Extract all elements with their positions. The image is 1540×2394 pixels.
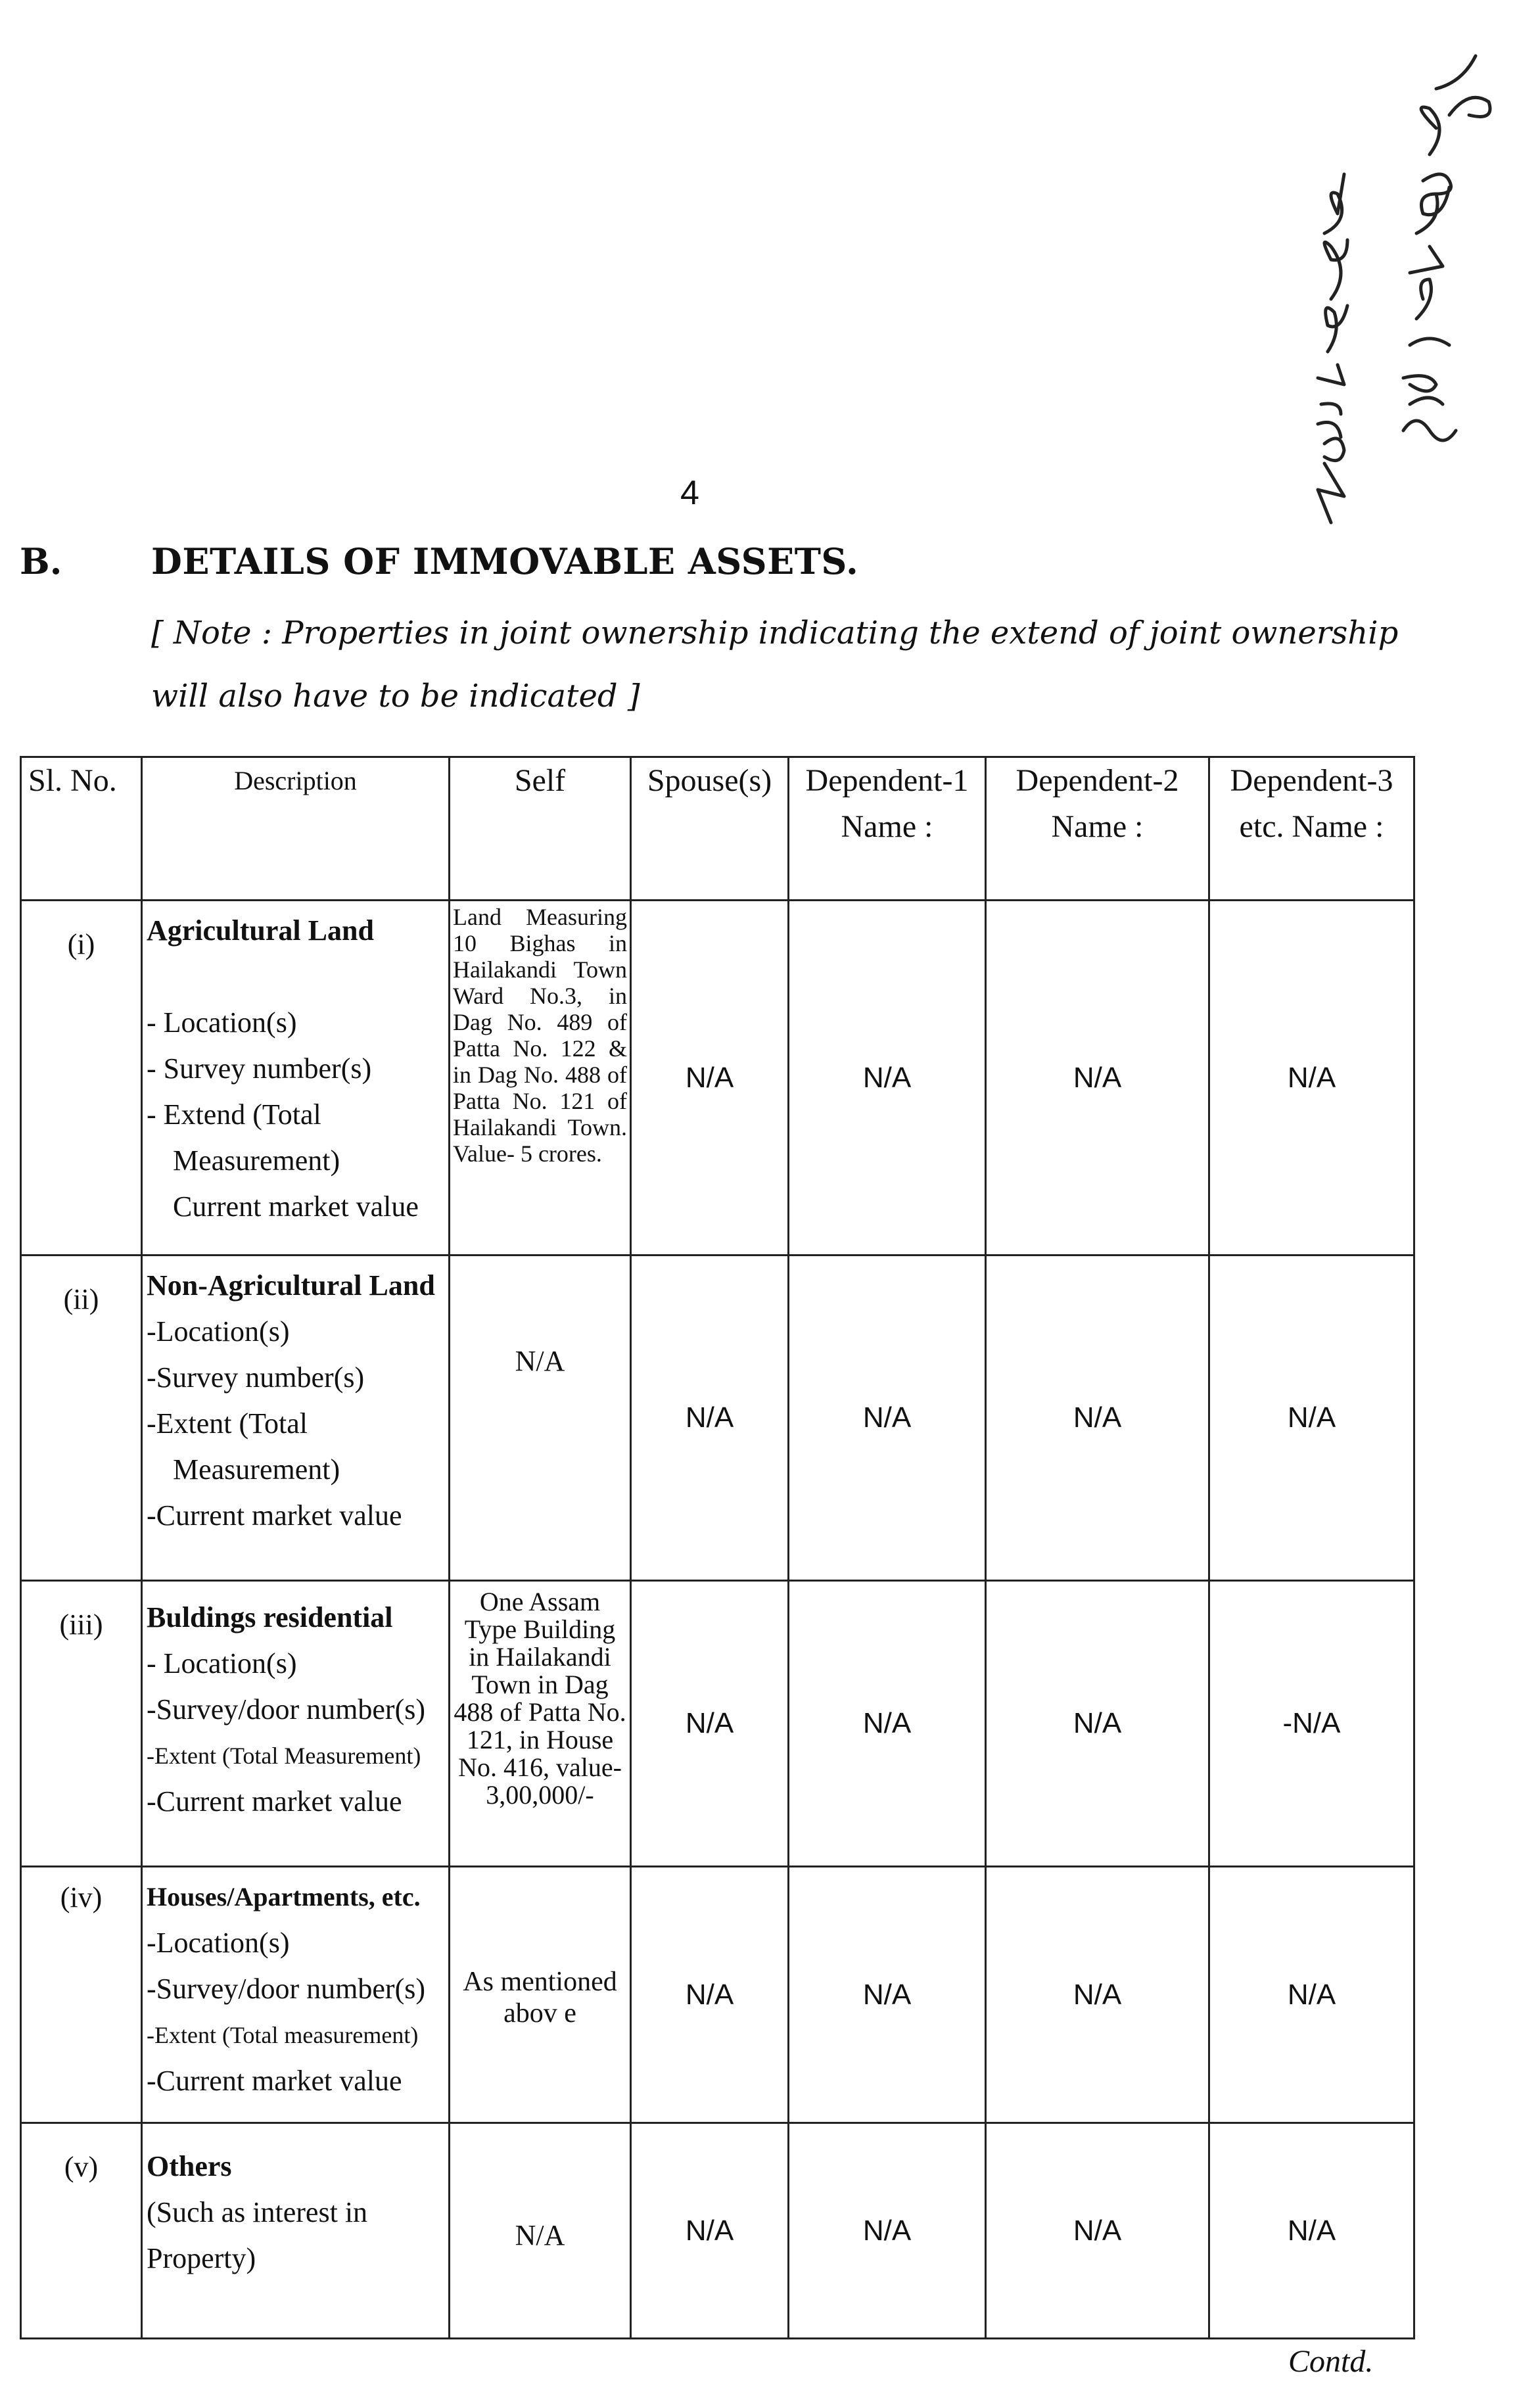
dependent-2-value: N/A [986,1581,1209,1867]
dependent-3-value: N/A [1209,901,1414,1256]
description-item: Current market value [173,1190,419,1223]
description-item: -Current market value [147,1785,402,1818]
row-sl-no: (v) [21,2123,142,2339]
description-item: Property) [147,2242,256,2274]
description-item: - Location(s) [147,1006,297,1039]
dependent-3-value: N/A [1209,1256,1414,1581]
self-value: Land Measuring 10 Bighas in Hailakandi Town Ward No.3, in Dag No. 489 of Patta No. 122 & in Dag No. 488 of Patta No. 121 of Hailakandi Town. Value- 5 crores. [450,901,631,1256]
row-title: Houses/Apartments, etc. [147,1882,421,1912]
description-item: -Current market value [147,2065,402,2097]
header-dependent-3-name: etc. Name : [1239,809,1384,844]
table-row [21,1867,1414,2123]
spouse-value: N/A [631,1256,789,1581]
header-spouse: Spouse(s) [631,757,789,901]
header-description: Description [142,757,450,901]
row-title: Agricultural Land [147,914,374,947]
header-dependent-1-name: Name : [841,809,933,844]
note-line-2: will also have to be indicated ] [151,678,640,715]
dependent-2-value: N/A [986,901,1209,1256]
header-self: Self [450,757,631,901]
row-sl-no: (ii) [21,1256,142,1581]
dependent-1-value: N/A [789,1581,986,1867]
spouse-value: N/A [631,1581,789,1867]
self-value: As mentioned abov e [450,1867,631,2123]
dependent-1-value: N/A [789,2123,986,2339]
description-item: -Extent (Total [147,1407,308,1440]
row-title: Buldings residential [147,1601,393,1633]
description-item: -Survey/door number(s) [147,1973,426,2005]
row-description [142,2123,450,2339]
table-row [21,1256,1414,1581]
dependent-3-value: N/A [1209,2123,1414,2339]
handwritten-signature [1305,36,1502,536]
dependent-2-value: N/A [986,1256,1209,1581]
row-title: Non-Agricultural Land [147,1269,435,1302]
header-dependent-1-title: Dependent-1 [805,763,969,798]
spouse-value: N/A [631,901,789,1256]
section-letter: B. [20,540,62,582]
description-item: -Location(s) [147,1927,290,1959]
dependent-2-value: N/A [986,2123,1209,2339]
description-item: Measurement) [173,1144,340,1177]
table-row [21,901,1414,1256]
row-description [142,1256,450,1581]
description-item: -Survey number(s) [147,1361,365,1394]
header-sl-no: Sl. No. [21,757,142,901]
header-dependent-3 [1209,757,1414,901]
section-note [151,601,1439,728]
dependent-1-value: N/A [789,1867,986,2123]
description-item: -Extent (Total measurement) [147,2022,419,2048]
row-title: Others [147,2150,232,2182]
header-dependent-1 [789,757,986,901]
dependent-1-value: N/A [789,901,986,1256]
dependent-3-value: -N/A [1209,1581,1414,1867]
self-value: One Assam Type Building in Hailakandi Town in Dag 488 of Patta No. 121, in House No. 416, value- 3,00,000/- [450,1581,631,1867]
row-description [142,1867,450,2123]
description-item: -Location(s) [147,1315,290,1348]
row-sl-no: (i) [21,901,142,1256]
spouse-value: N/A [631,1867,789,2123]
row-sl-no: (iv) [21,1867,142,2123]
description-item: - Extend (Total [147,1098,321,1131]
description-item: -Current market value [147,1499,402,1532]
note-line-1: [ Note : Properties in joint ownership indicating the extend of joint ownership [151,615,1399,651]
description-item: - Survey number(s) [147,1052,372,1085]
table-header-row [21,757,1414,901]
page-number: 4 [680,474,699,512]
dependent-3-value: N/A [1209,1867,1414,2123]
dependent-2-value: N/A [986,1867,1209,2123]
row-description [142,1581,450,1867]
description-item: (Such as interest in [147,2196,368,2228]
row-sl-no: (iii) [21,1581,142,1867]
row-description [142,901,450,1256]
table-row [21,2123,1414,2339]
header-dependent-2-name: Name : [1051,809,1144,844]
description-item: - Location(s) [147,1647,297,1679]
description-item: -Survey/door number(s) [147,1693,426,1725]
header-dependent-2 [986,757,1209,901]
description-item: -Extent (Total Measurement) [147,1743,421,1769]
spouse-value: N/A [631,2123,789,2339]
self-value: N/A [450,2123,631,2339]
continued-label: Contd. [1288,2344,1374,2379]
description-item: Measurement) [173,1453,340,1486]
section-title: DETAILS OF IMMOVABLE ASSETS. [151,540,859,582]
dependent-1-value: N/A [789,1256,986,1581]
self-value: N/A [450,1256,631,1581]
immovable-assets-table [20,756,1415,2339]
header-dependent-3-title: Dependent-3 [1230,763,1393,798]
table-row [21,1581,1414,1867]
header-dependent-2-title: Dependent-2 [1015,763,1179,798]
